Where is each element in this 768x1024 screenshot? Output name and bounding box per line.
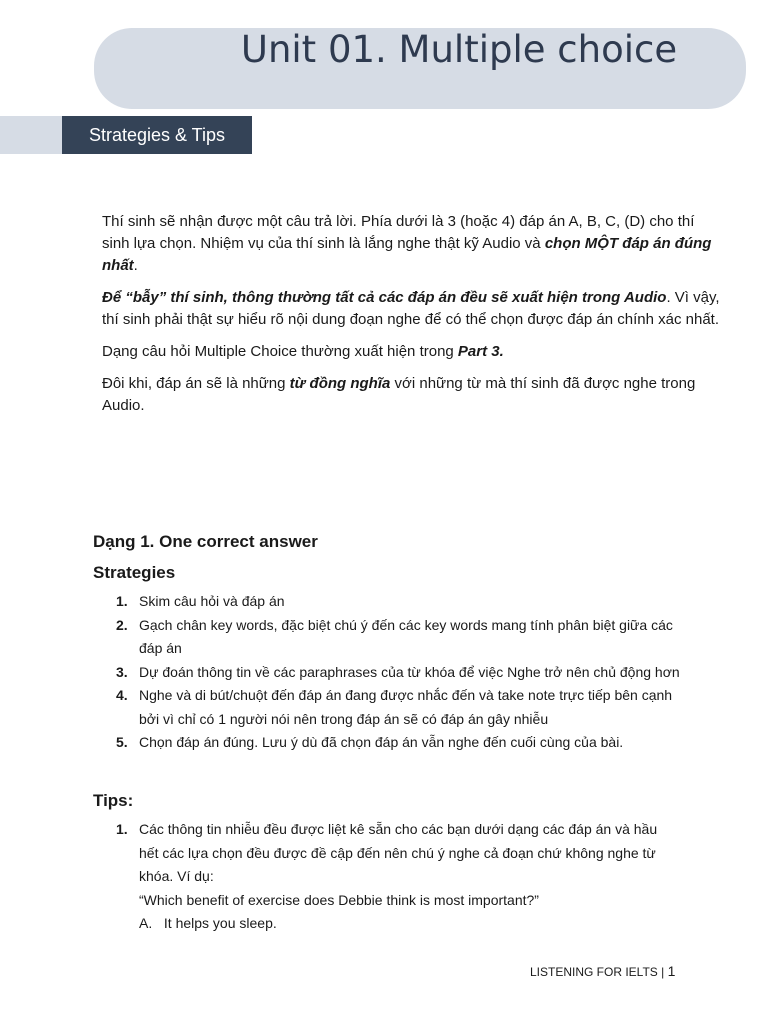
intro-paragraph: Dạng câu hỏi Multiple Choice thường xuất hiện trong Part 3. [102, 343, 504, 360]
list-item: 3. Dự đoán thông tin về các paraphrases của từ khóa để việc Nghe trở nên chủ động hơn [116, 663, 680, 680]
intro-paragraph: Để “bẫy” thí sinh, thông thường tất cả các đáp án đều sẽ xuất hiện trong Audio. Vì vậy, thí sinh phải thật sự hiểu rõ nội dung đoạn nghe để có thể chọn được đáp án chính xác nhất. [102, 289, 720, 328]
list-item: 1. Các thông tin nhiễu đều được liệt kê sẵn cho các bạn dưới dạng các đáp án và hầu hết các lựa chọn đều được đề cập đến nên chú ý nghe cả đoạn chứ không nghe từ khóa. Ví dụ: “Which benefit of exercise does Debbie think is most important?” A. It helps you sleep. [110, 818, 680, 936]
list-item: 2. Gạch chân key words, đặc biệt chú ý đến các key words mang tính phân biệt giữa các đáp án [116, 616, 673, 656]
page-title: Unit 01. Multiple choice [240, 28, 678, 71]
strategies-heading: Strategies [93, 563, 176, 582]
list-item: 1. Skim câu hỏi và đáp án [116, 593, 285, 609]
list-item: 4. Nghe và di bút/chuột đến đáp án đang được nhắc đến và take note trực tiếp bên cạnh bởi vì chỉ có 1 người nói nên trong đáp án sẽ có đáp án gây nhiễu [116, 687, 673, 727]
intro-paragraph: Đôi khi, đáp án sẽ là những từ đồng nghĩa với những từ mà thí sinh đã được nghe trong Audio. [102, 375, 696, 414]
example-option: A. It helps you sleep. [139, 915, 277, 931]
tips-list [110, 818, 680, 936]
section-band [0, 116, 62, 154]
intro-text [102, 211, 722, 427]
intro-paragraph: Thí sinh sẽ nhận được một câu trả lời. Phía dưới là 3 (hoặc 4) đáp án A, B, C, (D) cho thí sinh lựa chọn. Nhiệm vụ của thí sinh là lắng nghe thật kỹ Audio và chọn MỘT đáp án đúng nhất. [102, 213, 712, 274]
strategies-list [110, 590, 680, 755]
section-heading-tab: Strategies & Tips [62, 116, 252, 154]
page-footer: LISTENING FOR IELTS | 1 [530, 963, 676, 979]
list-item: 5. Chọn đáp án đúng. Lưu ý dù đã chọn đáp án vẫn nghe đến cuối cùng của bài. [116, 734, 624, 750]
page-number: 1 [667, 963, 676, 979]
type-heading: Dạng 1. One correct answer [93, 532, 318, 551]
example-question: “Which benefit of exercise does Debbie think is most important?” [139, 891, 539, 908]
tips-heading: Tips: [93, 791, 134, 810]
